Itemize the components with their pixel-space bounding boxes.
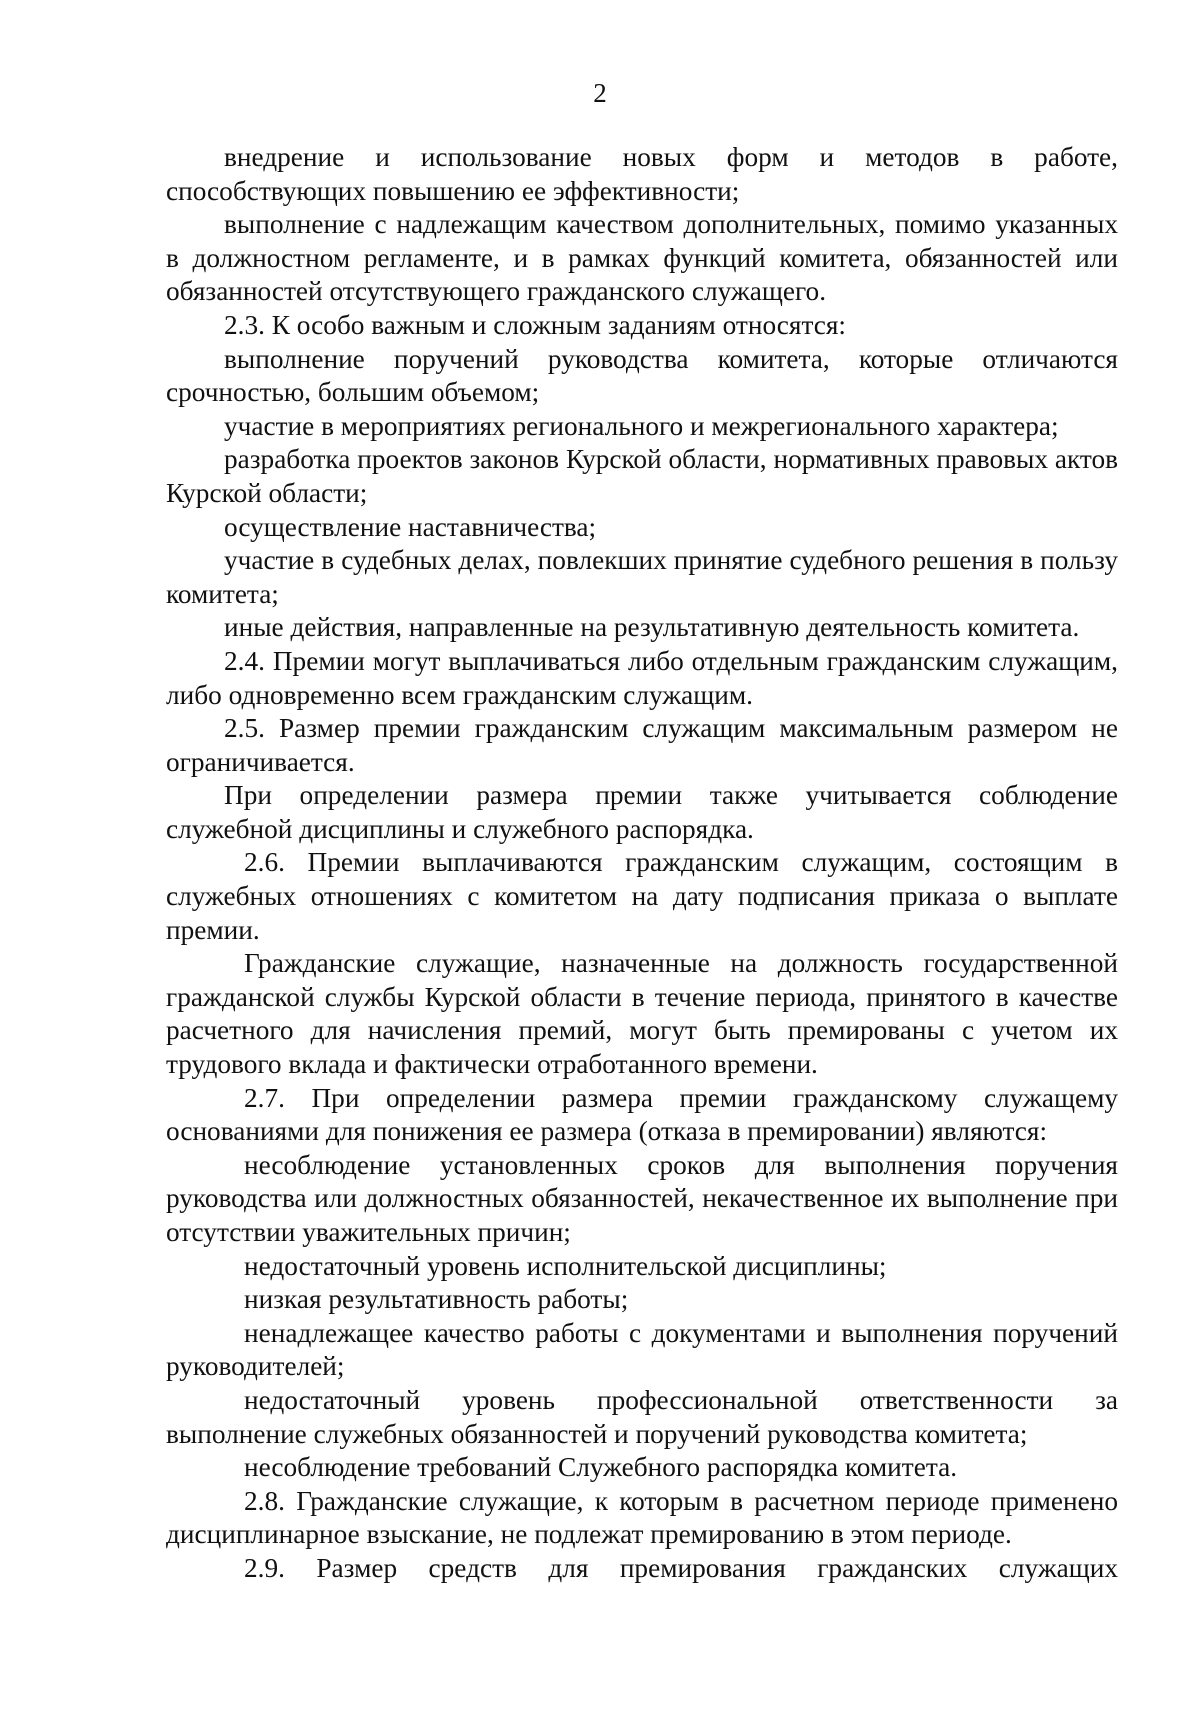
paragraph-section-2-7: 2.7. При определении размера премии гражданскому служащему основаниями для понижения ее размера (отказа в премировании) являются: bbox=[166, 1082, 1118, 1147]
paragraph-list-item: недостаточный уровень профессиональной ответственности за выполнение служебных обязанностей и поручений руководства комитета; bbox=[166, 1384, 1118, 1449]
paragraph-list-item: низкая результативность работы; bbox=[244, 1284, 629, 1315]
paragraph-list-item: участие в мероприятиях регионального и межрегионального характера; bbox=[224, 410, 1059, 441]
paragraph-list-item: участие в судебных делах, повлекших принятие судебного решения в пользу комитета; bbox=[166, 545, 1118, 609]
paragraph-list-item: несоблюдение требований Служебного распорядка комитета. bbox=[244, 1452, 958, 1483]
paragraph-list-item: недостаточный уровень исполнительской дисциплины; bbox=[244, 1250, 887, 1281]
paragraph-section-2-3: 2.3. К особо важным и сложным заданиям относятся: bbox=[224, 309, 846, 340]
paragraph-list-item: внедрение и использование новых форм и методов в работе, способствующих повышению ее эффективности; bbox=[166, 142, 1118, 206]
paragraph-list-item: ненадлежащее качество работы с документами и выполнения поручений руководителей; bbox=[166, 1317, 1118, 1382]
paragraph: Гражданские служащие, назначенные на должность государственной гражданской службы Курской области в течение периода, принятого в качестве расчетного для начисления премий, могут быть премированы с учетом их трудового вклада и фактически отработанного времени. bbox=[166, 948, 1118, 1080]
paragraph-section-2-6: 2.6. Премии выплачиваются гражданским служащим, состоящим в служебных отношениях с комитетом на дату подписания приказа о выплате премии. bbox=[166, 847, 1118, 945]
paragraph-section-2-4: 2.4. Премии могут выплачиваться либо отдельным гражданским служащим, либо одновременно всем гражданским служащим. bbox=[166, 645, 1118, 710]
paragraph-section-2-9: 2.9. Размер средств для премирования гражданских служащих bbox=[244, 1552, 1118, 1583]
paragraph-section-2-8: 2.8. Гражданские служащие, к которым в расчетном периоде применено дисциплинарное взыскание, не подлежат премированию в этом периоде. bbox=[166, 1485, 1118, 1550]
paragraph-list-item: выполнение поручений руководства комитета, которые отличаются срочностью, большим объемом; bbox=[166, 343, 1118, 408]
page-number: 2 bbox=[593, 78, 607, 108]
paragraph-list-item: разработка проектов законов Курской области, нормативных правовых актов Курской области; bbox=[166, 444, 1118, 508]
paragraph: При определении размера премии также учитывается соблюдение служебной дисциплины и служебного распорядка. bbox=[166, 780, 1118, 844]
document-body bbox=[166, 141, 1118, 1586]
paragraph-list-item: иные действия, направленные на результативную деятельность комитета. bbox=[224, 612, 1080, 643]
paragraph-list-item: несоблюдение установленных сроков для выполнения поручения руководства или должностных обязанностей, некачественное их выполнение при отсутствии уважительных причин; bbox=[166, 1149, 1118, 1247]
paragraph-section-2-5: 2.5. Размер премии гражданским служащим максимальным размером не ограничивается. bbox=[166, 713, 1118, 777]
paragraph-list-item: выполнение с надлежащим качеством дополнительных, помимо указанных в должностном регламенте, и в рамках функций комитета, обязанностей или обязанностей отсутствующего гражданского служащего. bbox=[166, 209, 1118, 307]
paragraph-list-item: осуществление наставничества; bbox=[224, 511, 597, 542]
